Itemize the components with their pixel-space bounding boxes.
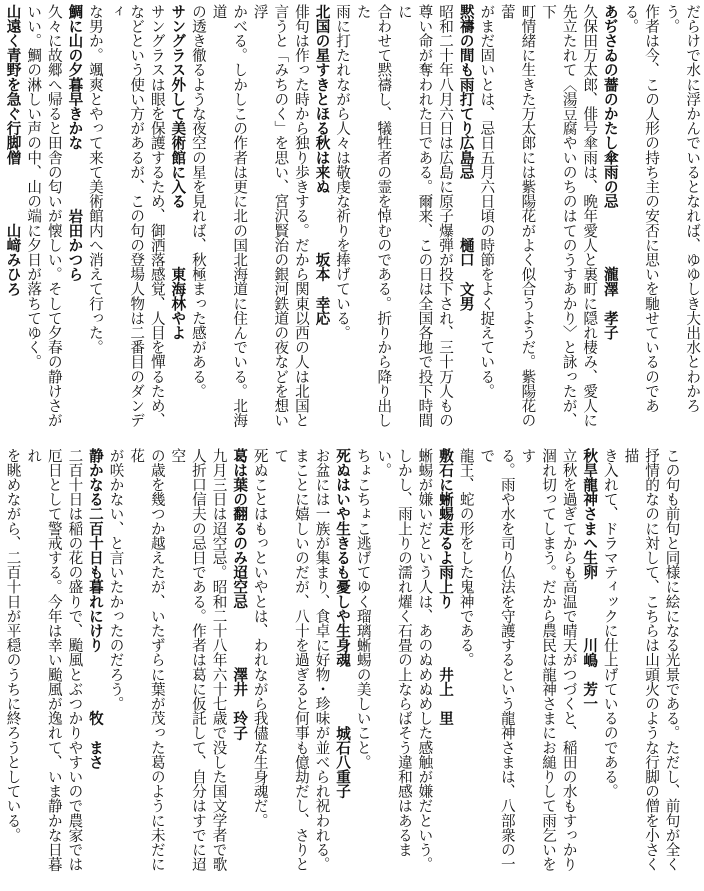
haiku-author: 樋口 文男 xyxy=(457,237,475,311)
commentary-line: き入れて、ドラマティックに仕上げているのである。 xyxy=(601,448,619,799)
author-spacer xyxy=(5,165,22,223)
haiku-line xyxy=(579,448,600,884)
haiku-text: サングラス外して美術館に入る xyxy=(169,4,187,209)
commentary-line: サングラスは眼を保護するため、御洒落感覚、人目を憚るため、 xyxy=(148,4,166,428)
haiku-text: 死ぬはいや生きるも憂しや生身魂 xyxy=(334,448,352,667)
haiku-line xyxy=(332,448,353,884)
commentary-line: 涸れ切ってしまう。だから農民は龍神さまにお縋りして雨乞いをす xyxy=(519,448,558,872)
haiku-author: 川嶋 芳一 xyxy=(581,637,599,711)
haiku-author: 瀧澤 孝子 xyxy=(601,266,619,340)
haiku-line xyxy=(229,448,250,884)
author-spacer xyxy=(602,208,619,266)
commentary-line: 立秋を過ぎてからも高温で晴天がつづくと、稲田の水もすっかり xyxy=(560,448,578,872)
haiku-line xyxy=(311,4,332,440)
haiku-line xyxy=(167,4,188,440)
commentary-line: お盆には一族が集まり、食卓に好物・珍味が並べられ祝われる。 xyxy=(313,448,331,872)
commentary-line: だらけで水に浮かんでいるとなれば、ゆゆしき大出水とわかろう。 xyxy=(663,4,702,413)
haiku-text: 北国の星すきとほる秋は来ぬ xyxy=(313,4,331,194)
commentary-line: 龍王、蛇の形をした鬼神である。 xyxy=(457,448,475,667)
haiku-text: 鯛に山の夕暮早きかな xyxy=(66,4,84,150)
lower-vertical-text xyxy=(0,448,684,884)
commentary-line: 俳句は作った時から独り歩きする。だから関東以西の人は北国と xyxy=(292,4,310,428)
upper-half xyxy=(0,4,702,444)
haiku-text: 敷石に蜥蜴走るよ雨上り xyxy=(437,448,455,609)
haiku-author: 岩田かつら xyxy=(66,208,84,282)
haiku-text: 葛は葉の翻るのみ迢空忌 xyxy=(231,448,249,609)
haiku-author: 城石八重子 xyxy=(334,725,352,799)
upper-vertical-text xyxy=(0,4,704,440)
author-spacer xyxy=(458,179,475,237)
haiku-author: 東海林やよ xyxy=(169,266,187,340)
commentary-line: 蜥蜴が嫌いだという人は、あのぬめぬめした感触が嫌だという。 xyxy=(416,448,434,872)
commentary-line: まことに嬉しいのだが、八十を過ぎると何事も億劫だし、さりとて xyxy=(272,448,310,872)
commentary-line: 合わせて黙禱し、犠牲者の霊を悼むのである。折りから降り出した xyxy=(354,4,393,428)
haiku-line xyxy=(455,4,476,440)
commentary-line: る。雨や水を司り仏法を守護するという龍神さまは、八部衆の一で xyxy=(478,448,516,872)
commentary-line: 抒情的なのに対して、こちらは山頭火のような行脚の僧を小さく描 xyxy=(622,448,660,872)
commentary-line: いい。鯛の淋しい声の中、山の端に夕日が落ちてゆく。 xyxy=(25,4,43,369)
commentary-line: 二百十日は稲の花の盛りで、颱風とぶつかりやすいので農家では xyxy=(66,448,84,872)
haiku-author: 牧 まさ xyxy=(86,710,104,770)
commentary-line: 先立たれて〈湯豆腐やいのちのはてのうすあかり〉と詠ったが、下 xyxy=(540,4,578,428)
commentary-line: がまだ固いとは、忌日五月六日頃の時節をよく捉えている。 xyxy=(478,4,496,399)
commentary-line: かべる。しかしこの作者は更に北の国北海道に住んでいる。北海道 xyxy=(210,4,249,428)
haiku-line xyxy=(434,448,455,884)
haiku-author: 坂本 幸応 xyxy=(313,252,331,326)
author-spacer xyxy=(66,150,83,208)
haiku-author: 井上 里 xyxy=(437,667,455,726)
haiku-text: 山遠く青野を急ぐ行脚僧 xyxy=(4,4,22,165)
haiku-text: 黙禱の間も雨打てり広島忌 xyxy=(457,4,475,180)
author-spacer xyxy=(437,609,454,667)
author-spacer xyxy=(314,194,331,252)
commentary-line: しかし、雨上りの濡れ燿く石畳の上ならばそう違和感はあるまい。 xyxy=(375,448,413,857)
haiku-line xyxy=(64,4,85,440)
commentary-line: が咲かない、と言いたかったのだろう。 xyxy=(107,448,125,711)
commentary-line: 作者は今、この人形の持ち主の安否に思いを馳せているのである。 xyxy=(622,4,660,413)
haiku-author: 山﨑みひろ xyxy=(4,223,22,297)
commentary-line: 尊い命が奪われた日である。爾来、この日は全国各地で投下時間に xyxy=(395,4,434,428)
haiku-line xyxy=(599,4,620,440)
commentary-line: この句も前句と同様に絵になる光景である。ただし、前句が全く xyxy=(663,448,681,872)
haiku-line xyxy=(84,448,105,884)
commentary-line: 久々に故郷へ帰ると田舎の匂いが懐しい。そして夕春の静けさが xyxy=(45,4,63,428)
commentary-line: を眺めながら、二百十日が平穏のうちに終ろうとしている。 xyxy=(4,448,22,843)
commentary-line: 町情緒に生きた万太郎には紫陽花がよく似合うようだ。紫陽花の蕾 xyxy=(498,4,537,428)
commentary-line: 人折口信夫の忌日である。作者は葛に仮託して、自分はすでに迢空 xyxy=(169,448,207,872)
lower-half xyxy=(0,448,681,888)
commentary-line: 九月三日は迢空忌。昭和二十八年六十七歳で没した国文学者で歌 xyxy=(210,448,228,872)
haiku-text: あぢさゐの薔のかたし傘雨の忌 xyxy=(601,4,619,209)
commentary-line: 言うと「みちのく」を思い、宮沢賢治の銀河鉄道の夜などを想い浮 xyxy=(251,4,290,428)
haiku-text: 静かなる二百十日も暮れにけり xyxy=(86,448,104,653)
commentary-line: 厄日として警戒する。今年は幸い颱風が逸れて、いま静かな日暮れ xyxy=(25,448,63,872)
haiku-text: 秋旱龍神さまへ生卵 xyxy=(581,448,599,580)
commentary-line: な男か。颯爽とやって来て美術館内へ消えて行った。 xyxy=(86,4,104,355)
author-spacer xyxy=(581,579,598,637)
commentary-line: の歳を幾つか越えたが、いたずらに葉が茂った葛のように未だに花 xyxy=(128,448,166,872)
haiku-line xyxy=(2,4,23,440)
commentary-line: ちょこちょこ逃げてゆく瑠璃蜥蜴の美しいこと。 xyxy=(354,448,372,770)
haiku-author: 澤井 玲子 xyxy=(231,667,249,741)
commentary-line: 雨に打たれながら人々は敬虔な祈りを捧げている。 xyxy=(334,4,352,340)
commentary-line: 昭和二十年八月六日は広島に原子爆弾が投下され、三十万人もの xyxy=(437,4,455,428)
author-spacer xyxy=(334,667,351,725)
author-spacer xyxy=(169,208,186,266)
author-spacer xyxy=(87,652,104,710)
commentary-line: の透き徹るような夜空の星を見れば、秋極まった感がある。 xyxy=(189,4,207,399)
commentary-line: 久保田万太郎、俳号傘雨は、晩年愛人と裏町に隠れ棲み、愛人に xyxy=(581,4,599,428)
commentary-line: 死ぬことはもっといやとは、われながら我儘な生身魂だ。 xyxy=(251,448,269,828)
commentary-line: などという使い方があるが、この句の登場人物は二番目のダンディ xyxy=(107,4,146,428)
author-spacer xyxy=(231,609,248,667)
